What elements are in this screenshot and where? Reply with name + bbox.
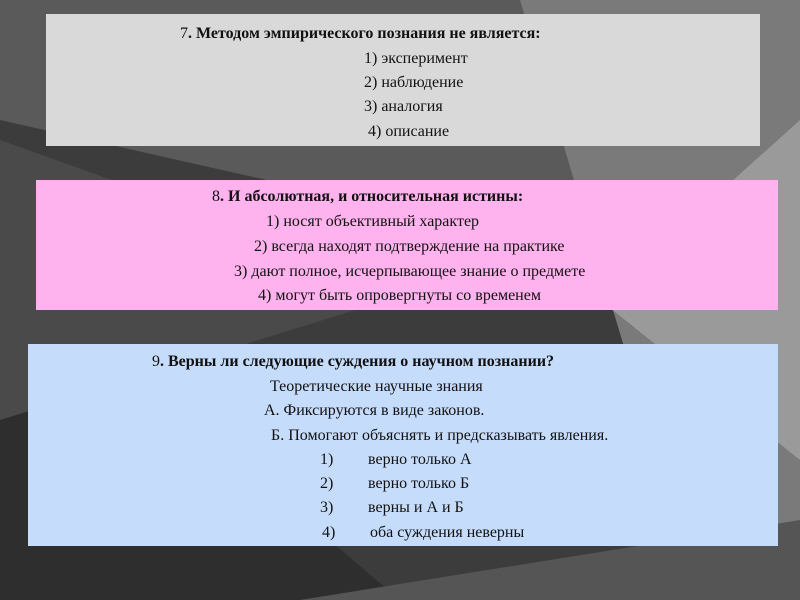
question-9-intro: Теоретические научные знания (270, 378, 483, 395)
question-7-option-4: 4) описание (368, 123, 450, 140)
option-text: верно только А (368, 451, 472, 468)
question-8-number: 8 (212, 188, 220, 205)
option-number: 1) (320, 451, 334, 468)
option-text: верно только Б (368, 475, 470, 492)
question-9-option-3 (320, 496, 464, 520)
question-8-box (36, 180, 778, 310)
question-7-option-3: 3) аналогия (364, 98, 443, 115)
option-number: 2) (320, 475, 334, 492)
question-8-option-3: 3) дают полное, исчерпывающее знание о предмете (234, 263, 586, 280)
question-9-title (152, 350, 554, 374)
question-7-option-1: 1) эксперимент (364, 50, 468, 67)
question-9-number: 9 (152, 353, 160, 370)
question-8-title (212, 185, 523, 209)
question-8-option-2: 2) всегда находят подтверждение на практике (254, 238, 565, 255)
option-text: оба суждения неверны (370, 524, 525, 541)
option-number: 3) (320, 499, 334, 516)
question-9-box (28, 344, 778, 546)
question-7-title (180, 22, 541, 46)
question-9-option-4 (322, 521, 524, 545)
question-9-option-2 (320, 472, 469, 496)
question-9-statement-b: Б. Помогают объяснять и предсказывать явления. (271, 427, 609, 444)
option-text: верны и А и Б (368, 499, 464, 516)
question-8-option-1: 1) носят объективный характер (266, 213, 480, 230)
question-7-text: . Методом эмпирического познания не является: (188, 25, 541, 42)
question-7-option-2: 2) наблюдение (364, 74, 464, 91)
question-8-text: . И абсолютная, и относительная истины: (220, 188, 524, 205)
question-9-option-1 (320, 448, 472, 472)
question-9-statement-a: А. Фиксируются в виде законов. (264, 402, 485, 419)
question-7-number: 7 (180, 25, 188, 42)
option-number: 4) (322, 524, 336, 541)
question-9-text: . Верны ли следующие суждения о научном познании? (160, 353, 555, 370)
question-7-box (46, 14, 760, 146)
question-8-option-4: 4) могут быть опровергнуты со временем (258, 287, 541, 304)
